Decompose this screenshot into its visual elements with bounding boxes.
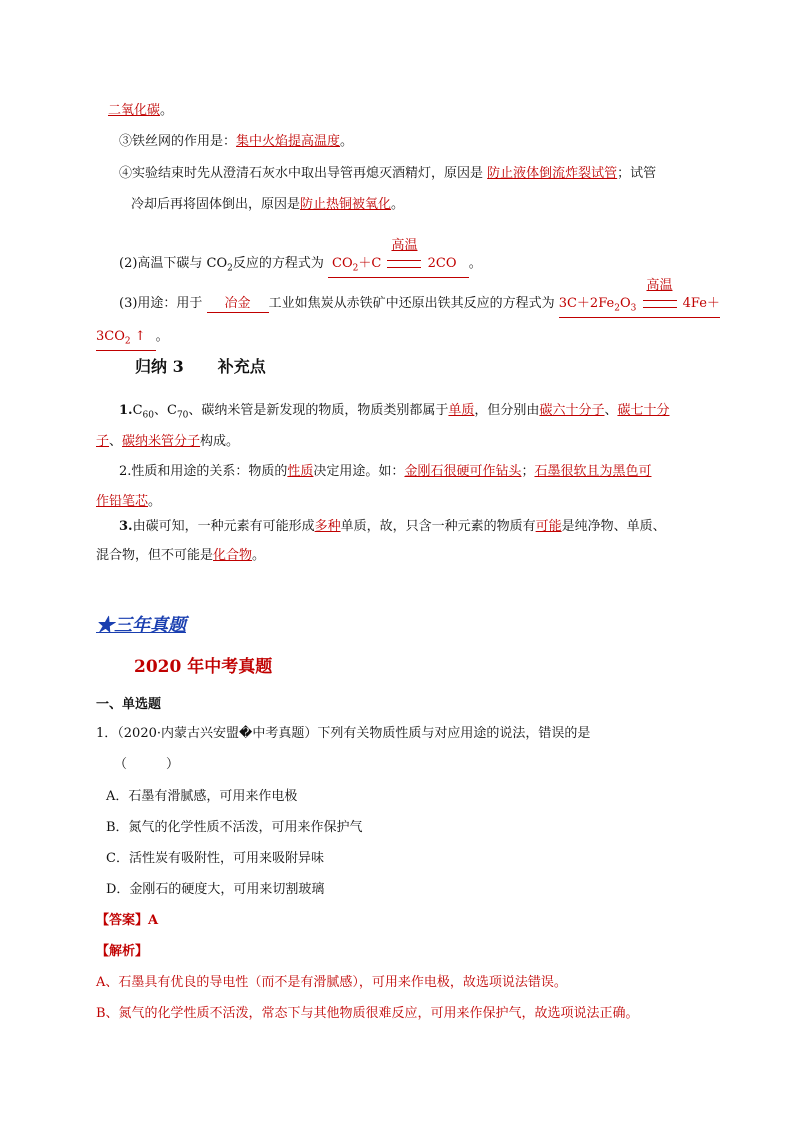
summary-p1-line2: 子、碳纳米管分子构成。 bbox=[96, 434, 240, 449]
summary-p3-line2: 混合物，但不可能是化合物。 bbox=[96, 548, 266, 563]
equation-3-line2: $3CO_2$ ↑ 。 bbox=[96, 327, 169, 351]
explain-label: 【解析】 bbox=[96, 944, 149, 959]
summary-p2-line2: 作铅笔芯。 bbox=[96, 494, 162, 509]
answer-row bbox=[96, 911, 158, 931]
option-d: D．金刚石的硬度大，可用来切割玻璃 bbox=[106, 882, 325, 897]
equation-2: (2)高温下碳与 $CO_2$反应的方程式为 $CO_2+C$ 高温 2CO 。 bbox=[119, 254, 482, 279]
item-4-line2: 冷却后再将固体倒出，原因是防止热铜被氧化。 bbox=[131, 197, 405, 212]
option-c: C．活性炭有吸附性，可用来吸附异味 bbox=[106, 851, 324, 866]
summary-heading: 归纳 3 补充点 bbox=[135, 357, 266, 376]
answer-reason-2: 防止热铜被氧化 bbox=[300, 197, 392, 212]
section-label: 一、单选题 bbox=[96, 697, 162, 712]
equation-3-answer: $3C+2Fe_2O_3$ 高温 4Fe＋ bbox=[559, 296, 720, 318]
question-1-stem: 1．（2020·内蒙古兴安盟�中考真题）下列有关物质性质与对应用途的说法，错误的是 bbox=[96, 726, 591, 741]
industry-answer: 冶金 bbox=[207, 296, 269, 313]
item-4: ④实验结束时先从澄清石灰水中取出导管再熄灭酒精灯，原因是 防止液体倒流炸裂试管；试管 bbox=[119, 166, 657, 181]
explain-line-b: B、氮气的化学性质不活泼，常态下与其他物质很难反应，可用来作保护气，故选项说法正确。 bbox=[96, 1006, 639, 1021]
equation-2-answer: $CO_2+C$ 高温 2CO bbox=[328, 256, 469, 278]
answer-wire-mesh: 集中火焰提高温度 bbox=[236, 134, 341, 149]
summary-p3: 3.由碳可知，一种元素有可能形成多种单质，故，只含一种元素的物质有可能是纯净物、单质、 bbox=[119, 519, 666, 534]
answer-label: 【答案】 bbox=[96, 913, 149, 928]
summary-p1: $1.C_{60}$、$C_{70}$、碳纳米管是新发现的物质，物质类别都属于单质，但分别由碳六十分子、碳七十分 bbox=[119, 403, 670, 421]
answer-reason-1: 防止液体倒流炸裂试管 bbox=[487, 166, 618, 181]
three-year-exam-title: ★三年真题 bbox=[96, 615, 186, 636]
reaction-condition: 高温 bbox=[385, 256, 423, 272]
option-a: A．石墨有滑腻感，可用来作电极 bbox=[106, 789, 298, 804]
summary-p2: 2.性质和用途的关系：物质的性质决定用途。如：金刚石很硬可作钻头；石墨很软且为黑色可 bbox=[119, 464, 652, 479]
item-3: ③铁丝网的作用是：集中火焰提高温度。 bbox=[119, 134, 354, 149]
question-1-paren: （ ） bbox=[114, 757, 180, 772]
equation-3: (3)用途：用于 冶金 工业如焦炭从赤铁矿中还原出铁其反应的方程式为 $3C+2Fe_2O_3$ 高温 4Fe＋ bbox=[119, 294, 720, 318]
reaction-condition-3: 高温 bbox=[641, 296, 679, 312]
option-b: B．氮气的化学性质不活泼，可用来作保护气 bbox=[106, 820, 363, 835]
line-co2: 二氧化碳。 bbox=[108, 103, 174, 118]
answer-co2: 二氧化碳 bbox=[108, 103, 161, 118]
explain-line-a: A、石墨具有优良的导电性（而不是有滑腻感），可用来作电极，故选项说法错误。 bbox=[96, 975, 567, 990]
answer-value: A bbox=[148, 913, 159, 928]
year-title: 2020 年中考真题 bbox=[134, 657, 273, 677]
